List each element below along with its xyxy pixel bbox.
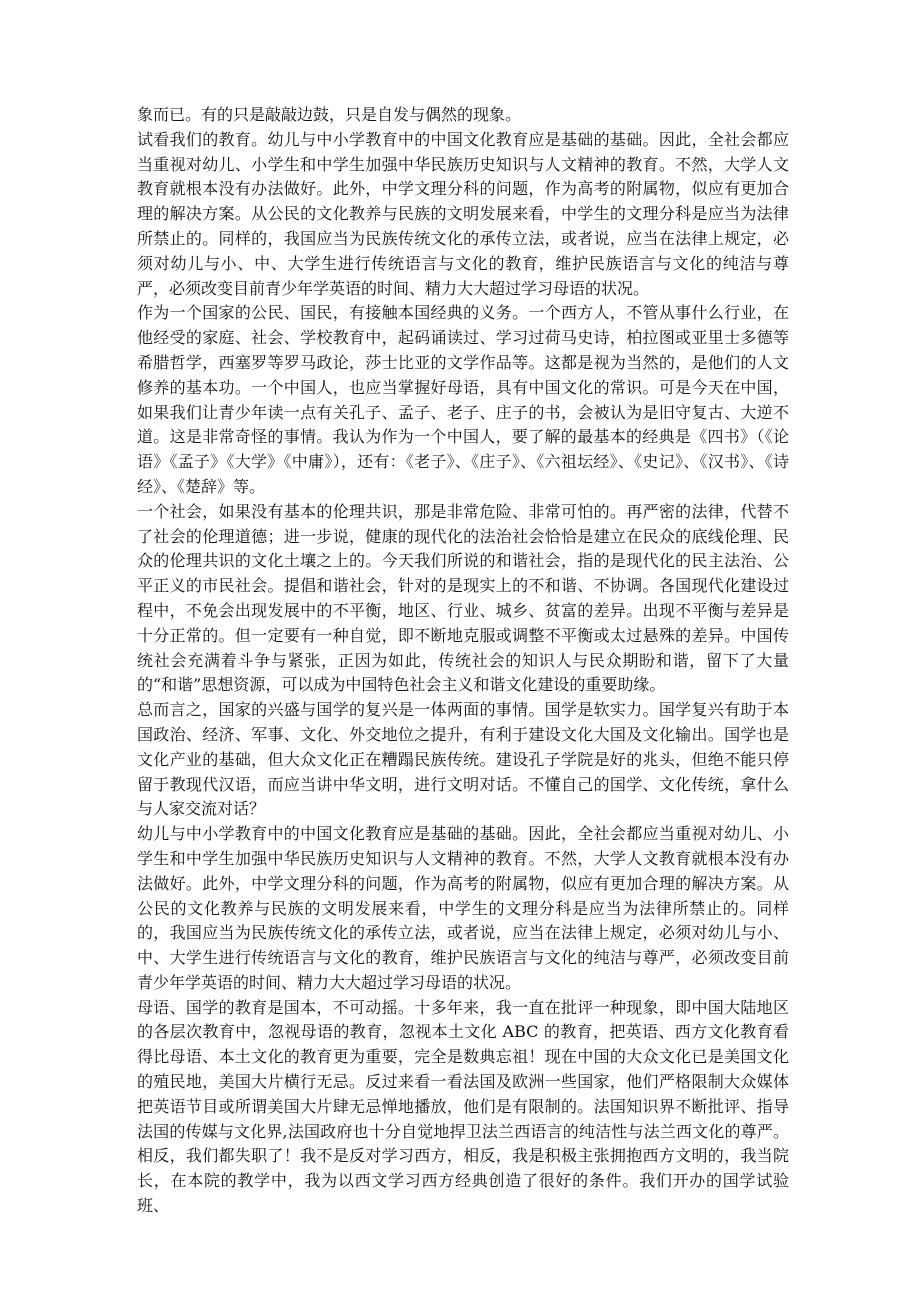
paragraph-citizen-classics: 作为一个国家的公民、国民，有接触本国经典的义务。一个西方人，不管从事什么行业，在他经受的家庭、社会、学校教育中，起码诵读过、学习过荷马史诗，柏拉图或亚里士多德等希腊哲学，西塞罗等罗马政论，莎士比亚的文学作品等。这都是视为当然的，是他们的人文修养的基本功。一个中国人，也应当掌握好母语，具有中国文化的常识。可是今天在中国，如果我们让青少年读一点有关孔子、孟子、老子、庄子的书，会被认为是旧守复古、大逆不道。这是非常奇怪的事情。我认为作为一个中国人，要了解的最基本的经典是《四书》（《论语》《孟子》《大学》《中庸》），还有：《老子》、《庄子》、《六祖坛经》、《史记》、《汉书》、《诗经》、《楚辞》等。 bbox=[137, 303, 789, 496]
paragraph-continuation: 象而已。有的只是敲敲边鼓，只是自发与偶然的现象。 bbox=[137, 105, 522, 124]
paragraph-conclusion: 总而言之，国家的兴盛与国学的复兴是一体两面的事情。国学是软实力。国学复兴有助于本国政治、经济、军事、文化、外交地位之提升，有利于建设文化大国及文化输出。国学也是文化产业的基础，但大众文化正在糟蹋民族传统。建设孔子学院是好的兆头，但绝不能只停留于教现代汉语，而应当讲中华文明，进行文明对话。不懂自己的国学、文化传统，拿什么与人家交流对话？ bbox=[137, 700, 789, 819]
document-body bbox=[137, 103, 789, 1219]
paragraph-basic-education: 幼儿与中小学教育中的中国文化教育应是基础的基础。因此，全社会都应当重视对幼儿、小学生和中学生加强中华民族历史知识与人文精神的教育。不然，大学人文教育就根本没有办法做好。此外，中学文理分科的问题，作为高考的附属物，似应有更加合理的解决方案。从公民的文化教养与民族的文明发展来看，中学生的文理分科是应当为法律所禁止的。同样的，我国应当为民族传统文化的承传立法，或者说，应当在法律上规定，必须对幼儿与小、中、大学生进行传统语言与文化的教育，维护民族语言与文化的纯洁与尊严，必须改变目前青少年学英语的时间、精力大大超过学习母语的状况。 bbox=[137, 824, 789, 992]
paragraph-education-review: 试看我们的教育。幼儿与中小学教育中的中国文化教育应是基础的基础。因此，全社会都应当重视对幼儿、小学生和中学生加强中华民族历史知识与人文精神的教育。不然，大学人文教育就根本没有办法做好。此外，中学文理分科的问题，作为高考的附属物，似应有更加合理的解决方案。从公民的文化教养与民族的文明发展来看，中学生的文理分科是应当为法律所禁止的。同样的，我国应当为民族传统文化的承传立法，或者说，应当在法律上规定，必须对幼儿与小、中、大学生进行传统语言与文化的教育，维护民族语言与文化的纯洁与尊严，必须改变目前青少年学英语的时间、精力大大超过学习母语的状况。 bbox=[137, 129, 789, 298]
paragraph-mother-tongue: 母语、国学的教育是国本，不可动摇。十多年来，我一直在批评一种现象，即中国大陆地区的各层次教育中，忽视母语的教育，忽视本土文化 ABC 的教育，把英语、西方文化教育看得比母语、本土文化的教育更为重要，完全是数典忘祖！现在中国的大众文化已是美国文化的殖民地，美国大片横行无忌。反过来看一看法国及欧洲一些国家，他们严格限制大众媒体把英语节目或所谓美国大片肆无忌惮地播放，他们是有限制的。法国知识界不断批评、指导法国的传媒与文化界,法国政府也十分自觉地捍卫法兰西语言的纯洁性与法兰西文化的尊严。相反，我们都失职了！我不是反对学习西方，相反，我是积极主张拥抱西方文明的，我当院长，在本院的教学中，我为以西文学习西方经典创造了很好的条件。我们开办的国学试验班、 bbox=[137, 997, 789, 1216]
paragraph-ethical-consensus: 一个社会，如果没有基本的伦理共识，那是非常危险、非常可怕的。再严密的法律，代替不了社会的伦理道德；进一步说，健康的现代化的法治社会恰恰是建立在民众的底线伦理、民众的伦理共识的文化土壤之上的。今天我们所说的和谐社会，指的是现代化的民主法治、公平正义的市民社会。提倡和谐社会，针对的是现实上的不和谐、不协调。各国现代化建设过程中，不免会出现发展中的不平衡，地区、行业、城乡、贫富的差异。出现不平衡与差异是十分正常的。但一定要有一种自觉，即不断地克服或调整不平衡或太过悬殊的差异。中国传统社会充满着斗争与紧张，正因为如此，传统社会的知识人与民众期盼和谐，留下了大量的“和谐”思想资源，可以成为中国特色社会主义和谐文化建设的重要助缘。 bbox=[137, 501, 789, 695]
